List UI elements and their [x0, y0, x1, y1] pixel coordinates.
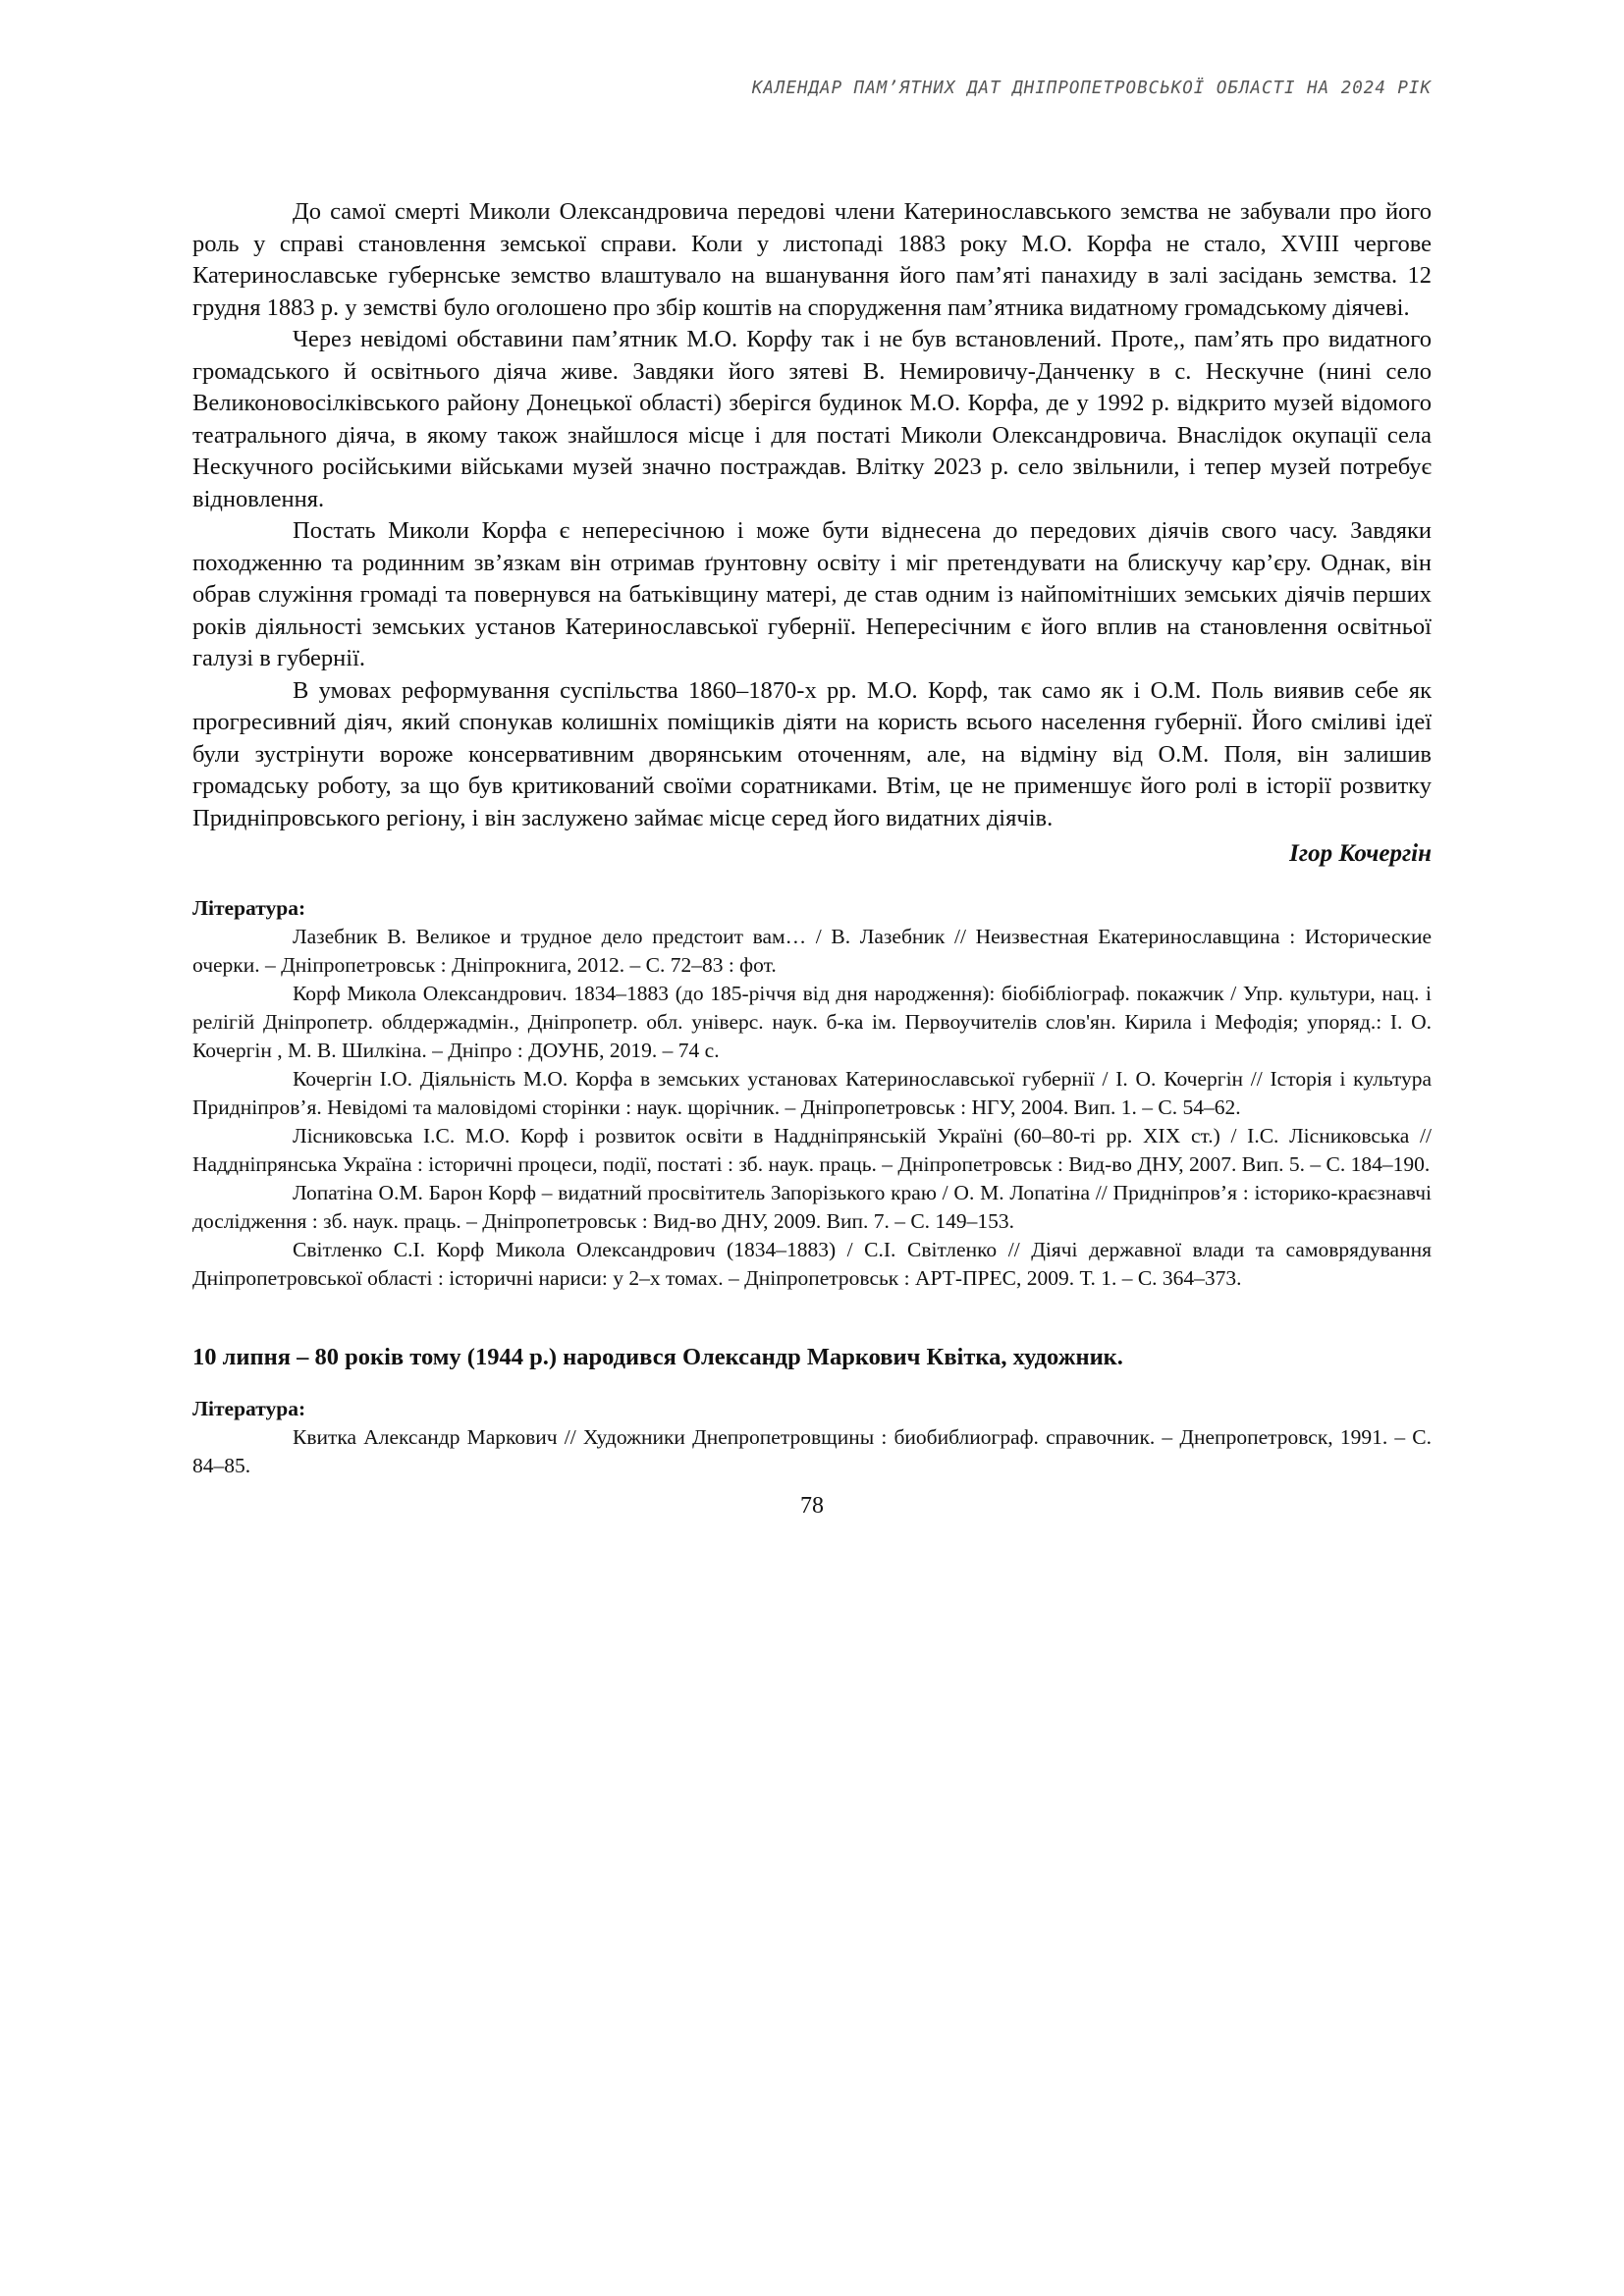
article-paragraph-4: В умовах реформування суспільства 1860–1870-х рр. М.О. Корф, так само як і О.М. Поль виявив себе як прогресивний діяч, який спонукав колишніх поміщиків діяти на користь всього населення губернії. Його сміливі ідеї були зустрінути вороже консервативним дворянським оточенням, але, на відміну від О.М. Поля, він залишив громадську роботу, за що був критикований своїми соратниками. Втім, це не применшує його ролі в історії розвитку Придніпровського регіону, і він заслужено займає місце серед його видатних діячів. — [192, 676, 1432, 831]
main-content — [192, 196, 1432, 1522]
literature-heading: Література: — [192, 1397, 306, 1420]
literature-item: Лісниковська І.С. М.О. Корф і розвиток освіти в Наддніпрянській Україні (60–80-ті рр. ХІХ ст.) / І.С. Лісниковська // Наддніпрянська Україна : історичні процеси, події, постаті : зб. наук. праць. – Дніпропетровськ : Вид-во ДНУ, 2007. Вип. 5. – С. 184–190. — [192, 1124, 1432, 1176]
page-number: 78 — [800, 1493, 824, 1519]
literature-item: Лопатіна О.М. Барон Корф – видатний просвітитель Запорізького краю / О. М. Лопатіна // Придніпров’я : історико-краєзнавчі дослідження : зб. наук. праць. – Дніпропетровськ : Вид-во ДНУ, 2009. Вип. 7. – С. 149–153. — [192, 1181, 1432, 1233]
running-header: КАЛЕНДАР ПАМ’ЯТНИХ ДАТ ДНІПРОПЕТРОВСЬКОЇ ОБЛАСТІ НА 2024 РІК — [751, 79, 1432, 98]
article-paragraph-1: До самої смерті Миколи Олександровича передові члени Катеринославського земства не забували про його роль у справі становлення земської справи. Коли у листопаді 1883 року М.О. Корфа не стало, XVIII чергове Катеринославське губернське земство влаштувало на вшанування його пам’яті панахиду в залі засідань земства. 12 грудня 1883 р. у земстві було оголошено про збір коштів на спорудження пам’ятника видатному громадському діячеві. — [192, 198, 1432, 321]
event-heading: 10 липня – 80 років тому (1944 р.) народився Олександр Маркович Квітка, художник. — [192, 1344, 1123, 1370]
literature-section-1 — [192, 894, 1432, 1293]
literature-heading: Література: — [192, 896, 306, 920]
literature-item: Квитка Александр Маркович // Художники Днепропетровщины : биобиблиограф. справочник. – Днепропетровск, 1991. – С. 84–85. — [192, 1425, 1432, 1477]
literature-item: Світленко С.І. Корф Микола Олександрович (1834–1883) / С.І. Світленко // Діячі державної влади та самоврядування Дніпропетровської області : історичні нариси: у 2–х томах. – Дніпропетровськ : АРТ-ПРЕС, 2009. Т. 1. – С. 364–373. — [192, 1238, 1432, 1290]
literature-section-2 — [192, 1395, 1432, 1480]
literature-item: Кочергін І.О. Діяльність М.О. Корфа в земських установах Катеринославської губернії / І. О. Кочергін // Історія і культура Придніпров’я. Невідомі та маловідомі сторінки : наук. щорічник. – Дніпропетровськ : НГУ, 2004. Вип. 1. – С. 54–62. — [192, 1067, 1432, 1119]
article-author: Ігор Кочергін — [1289, 840, 1432, 867]
article-paragraph-3: Постать Миколи Корфа є непересічною і може бути віднесена до передових діячів свого часу. Завдяки походженню та родинним зв’язкам він отримав ґрунтовну освіту і міг претендувати на блискучу кар’єру. Однак, він обрав служіння громаді та повернувся на батьківщину матері, де став одним із найпомітніших земських діячів перших років діяльності земських установ Катеринославської губернії. Непересічним є його вплив на становлення освітньої галузі в губернії. — [192, 517, 1432, 671]
literature-item: Лазебник В. Великое и трудное дело предстоит вам… / В. Лазебник // Неизвестная Екатеринославщина : Исторические очерки. – Дніпропетровськ : Дніпрокнига, 2012. – С. 72–83 : фот. — [192, 925, 1432, 977]
literature-item: Корф Микола Олександрович. 1834–1883 (до 185-річчя від дня народження): біобібліограф. покажчик / Упр. культури, нац. і релігій Дніпропетр. облдержадмін., Дніпропетр. обл. універс. наук. б-ка ім. Первоучителів слов'ян. Кирила і Мефодія; упоряд.: І. О. Кочергін , М. В. Шилкіна. – Дніпро : ДОУНБ, 2019. – 74 с. — [192, 982, 1432, 1062]
article-paragraph-2: Через невідомі обставини пам’ятник М.О. Корфу так і не був встановлений. Проте,, пам’ять про видатного громадського й освітнього діяча живе. Завдяки його зятеві В. Немировичу-Данченку в с. Нескучне (нині село Великоновосілківського району Донецької області) зберігся будинок М.О. Корфа, де у 1992 р. відкрито музей відомого театрального діяча, в якому також знайшлося місце і для постаті Миколи Олександровича. Внаслідок окупації села Нескучного російськими військами музей значно постраждав. Влітку 2023 р. село звільнили, і тепер музей потребує відновлення. — [192, 326, 1432, 512]
